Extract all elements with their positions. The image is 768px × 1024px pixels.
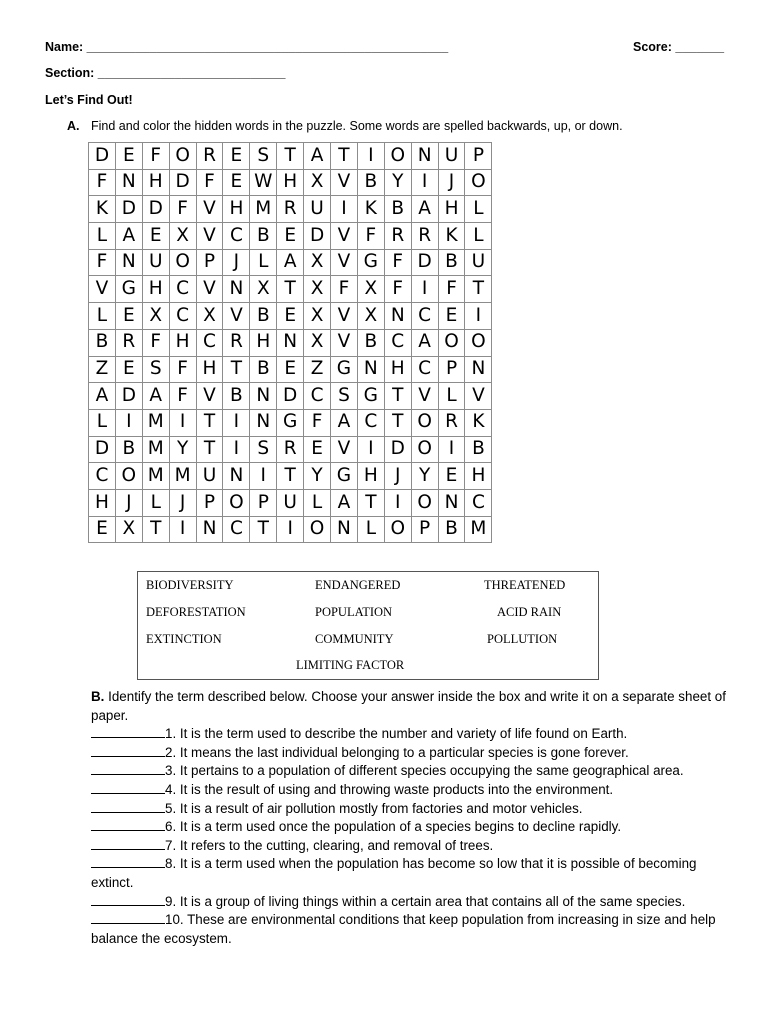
word-bank-item: COMMUNITY	[315, 632, 394, 646]
word-bank-item: DEFORESTATION	[146, 605, 246, 619]
grid-cell[interactable]: A	[331, 489, 358, 516]
answer-blank[interactable]	[91, 855, 165, 868]
grid-cell[interactable]: R	[384, 223, 411, 250]
grid-cell[interactable]: F	[331, 276, 358, 303]
question-item	[91, 800, 731, 819]
grid-cell[interactable]: L	[89, 409, 116, 436]
grid-cell[interactable]: B	[465, 436, 492, 463]
grid-cell[interactable]: L	[438, 383, 465, 410]
question-item	[91, 855, 731, 892]
grid-cell[interactable]: N	[384, 303, 411, 330]
grid-cell[interactable]: V	[331, 169, 358, 196]
grid-cell[interactable]: W	[250, 169, 277, 196]
grid-cell[interactable]: I	[357, 143, 384, 170]
grid-cell[interactable]: G	[357, 383, 384, 410]
grid-cell[interactable]: H	[277, 169, 304, 196]
word-bank-item: LIMITING FACTOR	[296, 658, 405, 672]
grid-cell[interactable]: J	[438, 169, 465, 196]
grid-cell[interactable]: E	[115, 356, 142, 383]
question-text: 1. It is the term used to describe the number and variety of life found on Earth.	[165, 726, 628, 742]
grid-row	[89, 303, 492, 330]
grid-cell[interactable]: X	[304, 276, 331, 303]
grid-cell[interactable]: X	[115, 516, 142, 543]
grid-cell[interactable]: O	[384, 516, 411, 543]
word-bank-item: EXTINCTION	[146, 632, 222, 646]
grid-cell[interactable]: K	[357, 196, 384, 223]
grid-row	[89, 169, 492, 196]
part-a-text: Find and color the hidden words in the puzzle. Some words are spelled backwards, up, or down.	[91, 119, 623, 133]
grid-cell[interactable]: R	[223, 329, 250, 356]
grid-cell[interactable]: N	[196, 516, 223, 543]
part-a-instruction	[67, 119, 623, 133]
grid-cell[interactable]: C	[196, 329, 223, 356]
grid-cell[interactable]: V	[196, 223, 223, 250]
question-text: 5. It is a result of air pollution mostly from factories and motor vehicles.	[165, 800, 583, 816]
grid-cell[interactable]: O	[304, 516, 331, 543]
grid-cell[interactable]: A	[89, 383, 116, 410]
grid-cell[interactable]: X	[357, 303, 384, 330]
grid-cell[interactable]: C	[411, 356, 438, 383]
grid-cell[interactable]: S	[250, 143, 277, 170]
question-item	[91, 911, 731, 948]
grid-cell[interactable]: I	[277, 516, 304, 543]
grid-cell[interactable]: F	[142, 143, 169, 170]
grid-cell[interactable]: R	[411, 223, 438, 250]
name-field-label: Name: ____________________________________________________	[45, 40, 449, 54]
grid-cell[interactable]: L	[357, 516, 384, 543]
grid-row	[89, 463, 492, 490]
grid-cell[interactable]: K	[438, 223, 465, 250]
grid-cell[interactable]: D	[89, 143, 116, 170]
grid-cell[interactable]: X	[250, 276, 277, 303]
grid-cell[interactable]: R	[115, 329, 142, 356]
grid-cell[interactable]: M	[465, 516, 492, 543]
grid-cell[interactable]: I	[331, 196, 358, 223]
grid-cell[interactable]: O	[169, 249, 196, 276]
word-bank-item: ACID RAIN	[497, 605, 562, 619]
grid-cell[interactable]: L	[89, 223, 116, 250]
grid-cell[interactable]: L	[250, 249, 277, 276]
question-item	[91, 837, 731, 856]
grid-cell[interactable]: O	[411, 489, 438, 516]
grid-cell[interactable]: O	[384, 143, 411, 170]
grid-cell[interactable]: D	[411, 249, 438, 276]
grid-cell[interactable]: S	[331, 383, 358, 410]
grid-cell[interactable]: A	[411, 329, 438, 356]
grid-cell[interactable]: H	[357, 463, 384, 490]
word-bank-item: BIODIVERSITY	[146, 578, 234, 592]
grid-cell[interactable]: B	[250, 303, 277, 330]
grid-row	[89, 196, 492, 223]
question-item	[91, 781, 731, 800]
grid-cell[interactable]: F	[196, 169, 223, 196]
grid-cell[interactable]: T	[277, 463, 304, 490]
grid-cell[interactable]: B	[250, 356, 277, 383]
grid-cell[interactable]: X	[304, 249, 331, 276]
grid-cell[interactable]: C	[169, 276, 196, 303]
question-item	[91, 725, 731, 744]
grid-cell[interactable]: U	[465, 249, 492, 276]
grid-cell[interactable]: I	[223, 409, 250, 436]
grid-cell[interactable]: P	[196, 249, 223, 276]
grid-cell[interactable]: N	[115, 249, 142, 276]
grid-cell[interactable]: G	[277, 409, 304, 436]
answer-blank[interactable]	[91, 837, 165, 850]
grid-cell[interactable]: U	[196, 463, 223, 490]
grid-cell[interactable]: G	[331, 356, 358, 383]
grid-cell[interactable]: F	[384, 276, 411, 303]
grid-cell[interactable]: H	[142, 169, 169, 196]
grid-cell[interactable]: H	[384, 356, 411, 383]
grid-cell[interactable]: X	[169, 223, 196, 250]
grid-cell[interactable]: Z	[89, 356, 116, 383]
grid-cell[interactable]: G	[331, 463, 358, 490]
grid-cell[interactable]: Y	[169, 436, 196, 463]
grid-cell[interactable]: Y	[304, 463, 331, 490]
grid-cell[interactable]: V	[331, 436, 358, 463]
grid-cell[interactable]: G	[357, 249, 384, 276]
grid-cell[interactable]: K	[89, 196, 116, 223]
grid-cell[interactable]: A	[142, 383, 169, 410]
grid-cell[interactable]: L	[142, 489, 169, 516]
grid-cell[interactable]: U	[142, 249, 169, 276]
grid-cell[interactable]: C	[465, 489, 492, 516]
grid-cell[interactable]: F	[142, 329, 169, 356]
grid-cell[interactable]: M	[142, 409, 169, 436]
grid-cell[interactable]: N	[357, 356, 384, 383]
grid-cell[interactable]: B	[250, 223, 277, 250]
question-text: 4. It is the result of using and throwing waste products into the environment.	[165, 781, 614, 797]
grid-cell[interactable]: B	[357, 329, 384, 356]
question-item	[91, 893, 731, 912]
answer-blank[interactable]	[91, 818, 165, 831]
grid-cell[interactable]: N	[465, 356, 492, 383]
grid-cell[interactable]: O	[115, 463, 142, 490]
score-field-label: Score: _______	[633, 40, 725, 54]
grid-cell[interactable]: X	[142, 303, 169, 330]
grid-cell[interactable]: J	[384, 463, 411, 490]
question-text: 7. It refers to the cutting, clearing, and removal of trees.	[165, 837, 494, 853]
part-b-label: B.	[91, 689, 105, 704]
grid-cell[interactable]: C	[384, 329, 411, 356]
grid-cell[interactable]: F	[89, 169, 116, 196]
grid-cell[interactable]: E	[223, 143, 250, 170]
part-b-section	[91, 688, 731, 948]
grid-cell[interactable]: N	[223, 463, 250, 490]
grid-cell[interactable]: N	[277, 329, 304, 356]
grid-cell[interactable]: U	[438, 143, 465, 170]
question-text: 10. These are environmental conditions that keep population from increasing in size and help balance the ecosystem.	[91, 912, 716, 946]
grid-cell[interactable]: T	[196, 409, 223, 436]
question-item	[91, 762, 731, 781]
grid-cell[interactable]: T	[142, 516, 169, 543]
grid-cell[interactable]: P	[465, 143, 492, 170]
grid-cell[interactable]: V	[331, 249, 358, 276]
grid-row	[89, 516, 492, 543]
grid-cell[interactable]: C	[357, 409, 384, 436]
grid-cell[interactable]: I	[169, 516, 196, 543]
grid-cell[interactable]: M	[169, 463, 196, 490]
grid-cell[interactable]: M	[142, 436, 169, 463]
grid-row	[89, 383, 492, 410]
grid-cell[interactable]: E	[115, 143, 142, 170]
grid-cell[interactable]: B	[89, 329, 116, 356]
word-bank-item: POPULATION	[315, 605, 393, 619]
grid-cell[interactable]: Y	[411, 463, 438, 490]
grid-cell[interactable]: H	[438, 196, 465, 223]
part-b-text: Identify the term described below. Choose your answer inside the box and write it on a separate sheet of paper.	[91, 689, 726, 723]
grid-cell[interactable]: C	[304, 383, 331, 410]
word-search-grid[interactable]	[88, 142, 492, 543]
grid-cell[interactable]: V	[196, 276, 223, 303]
grid-cell[interactable]: A	[411, 196, 438, 223]
grid-cell[interactable]: T	[196, 436, 223, 463]
grid-cell[interactable]: E	[89, 516, 116, 543]
grid-cell[interactable]: O	[411, 409, 438, 436]
grid-row	[89, 356, 492, 383]
grid-cell[interactable]: A	[115, 223, 142, 250]
answer-blank[interactable]	[91, 911, 165, 924]
grid-cell[interactable]: N	[115, 169, 142, 196]
grid-cell[interactable]: F	[89, 249, 116, 276]
worksheet-title: Let’s Find Out!	[45, 93, 133, 107]
grid-cell[interactable]: H	[465, 463, 492, 490]
grid-cell[interactable]: A	[331, 409, 358, 436]
grid-cell[interactable]: T	[384, 409, 411, 436]
grid-cell[interactable]: T	[277, 276, 304, 303]
grid-cell[interactable]: H	[196, 356, 223, 383]
grid-row	[89, 489, 492, 516]
grid-cell[interactable]: V	[223, 303, 250, 330]
grid-cell[interactable]: X	[304, 329, 331, 356]
word-bank-item: POLLUTION	[487, 632, 558, 646]
grid-cell[interactable]: V	[196, 196, 223, 223]
grid-cell[interactable]: B	[115, 436, 142, 463]
grid-cell[interactable]: H	[89, 489, 116, 516]
grid-cell[interactable]: E	[142, 223, 169, 250]
grid-cell[interactable]: D	[142, 196, 169, 223]
grid-cell[interactable]: S	[250, 436, 277, 463]
grid-cell[interactable]: F	[304, 409, 331, 436]
grid-cell[interactable]: O	[169, 143, 196, 170]
answer-blank[interactable]	[91, 725, 165, 738]
grid-cell[interactable]: N	[223, 276, 250, 303]
grid-cell[interactable]: T	[357, 489, 384, 516]
grid-cell[interactable]: E	[438, 463, 465, 490]
grid-cell[interactable]: J	[169, 489, 196, 516]
grid-cell[interactable]: P	[196, 489, 223, 516]
grid-cell[interactable]: E	[115, 303, 142, 330]
grid-cell[interactable]: H	[223, 196, 250, 223]
question-text: 8. It is a term used when the population has become so low that it is possible of becoming extinct.	[91, 856, 697, 890]
grid-cell[interactable]: P	[250, 489, 277, 516]
grid-cell[interactable]: R	[277, 196, 304, 223]
grid-cell[interactable]: T	[277, 143, 304, 170]
grid-cell[interactable]: J	[223, 249, 250, 276]
question-item	[91, 744, 731, 763]
grid-cell[interactable]: H	[169, 329, 196, 356]
grid-cell[interactable]: H	[250, 329, 277, 356]
grid-cell[interactable]: B	[438, 516, 465, 543]
grid-cell[interactable]: B	[438, 249, 465, 276]
grid-cell[interactable]: F	[357, 223, 384, 250]
grid-cell[interactable]: C	[223, 516, 250, 543]
grid-cell[interactable]: T	[465, 276, 492, 303]
grid-cell[interactable]: V	[331, 223, 358, 250]
grid-cell[interactable]: N	[438, 489, 465, 516]
grid-cell[interactable]: F	[169, 383, 196, 410]
grid-cell[interactable]: C	[223, 223, 250, 250]
grid-cell[interactable]: Z	[304, 356, 331, 383]
grid-cell[interactable]: R	[196, 143, 223, 170]
grid-row	[89, 249, 492, 276]
grid-cell[interactable]: V	[89, 276, 116, 303]
grid-row	[89, 409, 492, 436]
grid-cell[interactable]: I	[411, 169, 438, 196]
grid-cell[interactable]: M	[142, 463, 169, 490]
grid-cell[interactable]: L	[465, 196, 492, 223]
grid-cell[interactable]: D	[169, 169, 196, 196]
grid-cell[interactable]: B	[223, 383, 250, 410]
grid-cell[interactable]: A	[277, 249, 304, 276]
grid-cell[interactable]: E	[277, 303, 304, 330]
grid-cell[interactable]: L	[304, 489, 331, 516]
word-bank-box	[137, 571, 599, 680]
grid-cell[interactable]: B	[357, 169, 384, 196]
grid-cell[interactable]: H	[142, 276, 169, 303]
grid-cell[interactable]: O	[465, 329, 492, 356]
grid-cell[interactable]: F	[384, 249, 411, 276]
grid-cell[interactable]: E	[438, 303, 465, 330]
grid-cell[interactable]: T	[250, 516, 277, 543]
grid-cell[interactable]: E	[304, 436, 331, 463]
answer-blank[interactable]	[91, 893, 165, 906]
grid-cell[interactable]: K	[465, 409, 492, 436]
grid-cell[interactable]: T	[331, 143, 358, 170]
grid-cell[interactable]: I	[357, 436, 384, 463]
question-text: 9. It is a group of living things within a certain area that contains all of the same species.	[165, 893, 686, 909]
grid-cell[interactable]: E	[277, 356, 304, 383]
answer-blank[interactable]	[91, 762, 165, 775]
grid-cell[interactable]: F	[169, 356, 196, 383]
grid-cell[interactable]: N	[250, 409, 277, 436]
grid-cell[interactable]: J	[115, 489, 142, 516]
grid-cell[interactable]: T	[384, 383, 411, 410]
grid-cell[interactable]: I	[411, 276, 438, 303]
grid-cell[interactable]: X	[357, 276, 384, 303]
grid-cell[interactable]: T	[223, 356, 250, 383]
part-b-instruction	[91, 688, 731, 725]
grid-cell[interactable]: X	[196, 303, 223, 330]
grid-cell[interactable]: M	[250, 196, 277, 223]
grid-cell[interactable]: F	[438, 276, 465, 303]
grid-cell[interactable]: E	[223, 169, 250, 196]
grid-cell[interactable]: L	[465, 223, 492, 250]
grid-cell[interactable]: U	[277, 489, 304, 516]
answer-blank[interactable]	[91, 781, 165, 794]
grid-cell[interactable]: E	[277, 223, 304, 250]
grid-cell[interactable]: I	[384, 489, 411, 516]
grid-cell[interactable]: C	[411, 303, 438, 330]
grid-cell[interactable]: L	[89, 303, 116, 330]
question-text: 2. It means the last individual belonging to a particular species is gone forever.	[165, 744, 629, 760]
grid-row	[89, 329, 492, 356]
grid-cell[interactable]: I	[115, 409, 142, 436]
grid-cell[interactable]: V	[331, 329, 358, 356]
grid-row	[89, 436, 492, 463]
grid-cell[interactable]: N	[411, 143, 438, 170]
part-a-label: A.	[67, 119, 80, 133]
section-field-label: Section: ___________________________	[45, 66, 286, 80]
grid-cell[interactable]: D	[115, 383, 142, 410]
grid-cell[interactable]: D	[89, 436, 116, 463]
answer-blank[interactable]	[91, 744, 165, 757]
question-item	[91, 818, 731, 837]
grid-cell[interactable]: O	[411, 436, 438, 463]
grid-cell[interactable]: I	[465, 303, 492, 330]
grid-cell[interactable]: G	[115, 276, 142, 303]
grid-row	[89, 276, 492, 303]
grid-cell[interactable]: R	[277, 436, 304, 463]
grid-cell[interactable]: D	[277, 383, 304, 410]
grid-cell[interactable]: N	[331, 516, 358, 543]
grid-cell[interactable]: V	[411, 383, 438, 410]
grid-cell[interactable]: D	[115, 196, 142, 223]
grid-cell[interactable]: I	[438, 436, 465, 463]
question-text: 3. It pertains to a population of different species occupying the same geographical area.	[165, 763, 684, 779]
grid-cell[interactable]: F	[169, 196, 196, 223]
grid-cell[interactable]: B	[384, 196, 411, 223]
question-text: 6. It is a term used once the population of a species begins to decline rapidly.	[165, 819, 622, 835]
grid-cell[interactable]: I	[250, 463, 277, 490]
grid-row	[89, 223, 492, 250]
grid-cell[interactable]: D	[384, 436, 411, 463]
grid-cell[interactable]: I	[223, 436, 250, 463]
grid-cell[interactable]: C	[89, 463, 116, 490]
answer-blank[interactable]	[91, 800, 165, 813]
grid-cell[interactable]: X	[304, 169, 331, 196]
grid-cell[interactable]: N	[250, 383, 277, 410]
grid-cell[interactable]: R	[438, 409, 465, 436]
grid-cell[interactable]: Y	[384, 169, 411, 196]
grid-cell[interactable]: U	[304, 196, 331, 223]
grid-cell[interactable]: O	[465, 169, 492, 196]
grid-cell[interactable]: V	[196, 383, 223, 410]
grid-cell[interactable]: P	[438, 356, 465, 383]
grid-cell[interactable]: O	[438, 329, 465, 356]
grid-cell[interactable]: X	[304, 303, 331, 330]
word-bank-item: THREATENED	[484, 578, 566, 592]
grid-cell[interactable]: S	[142, 356, 169, 383]
grid-cell[interactable]: C	[169, 303, 196, 330]
grid-cell[interactable]: D	[304, 223, 331, 250]
grid-cell[interactable]: O	[223, 489, 250, 516]
grid-cell[interactable]: P	[411, 516, 438, 543]
grid-cell[interactable]: I	[169, 409, 196, 436]
grid-row	[89, 143, 492, 170]
grid-cell[interactable]: V	[331, 303, 358, 330]
grid-cell[interactable]: A	[304, 143, 331, 170]
grid-cell[interactable]: V	[465, 383, 492, 410]
word-bank-item: ENDANGERED	[315, 578, 401, 592]
